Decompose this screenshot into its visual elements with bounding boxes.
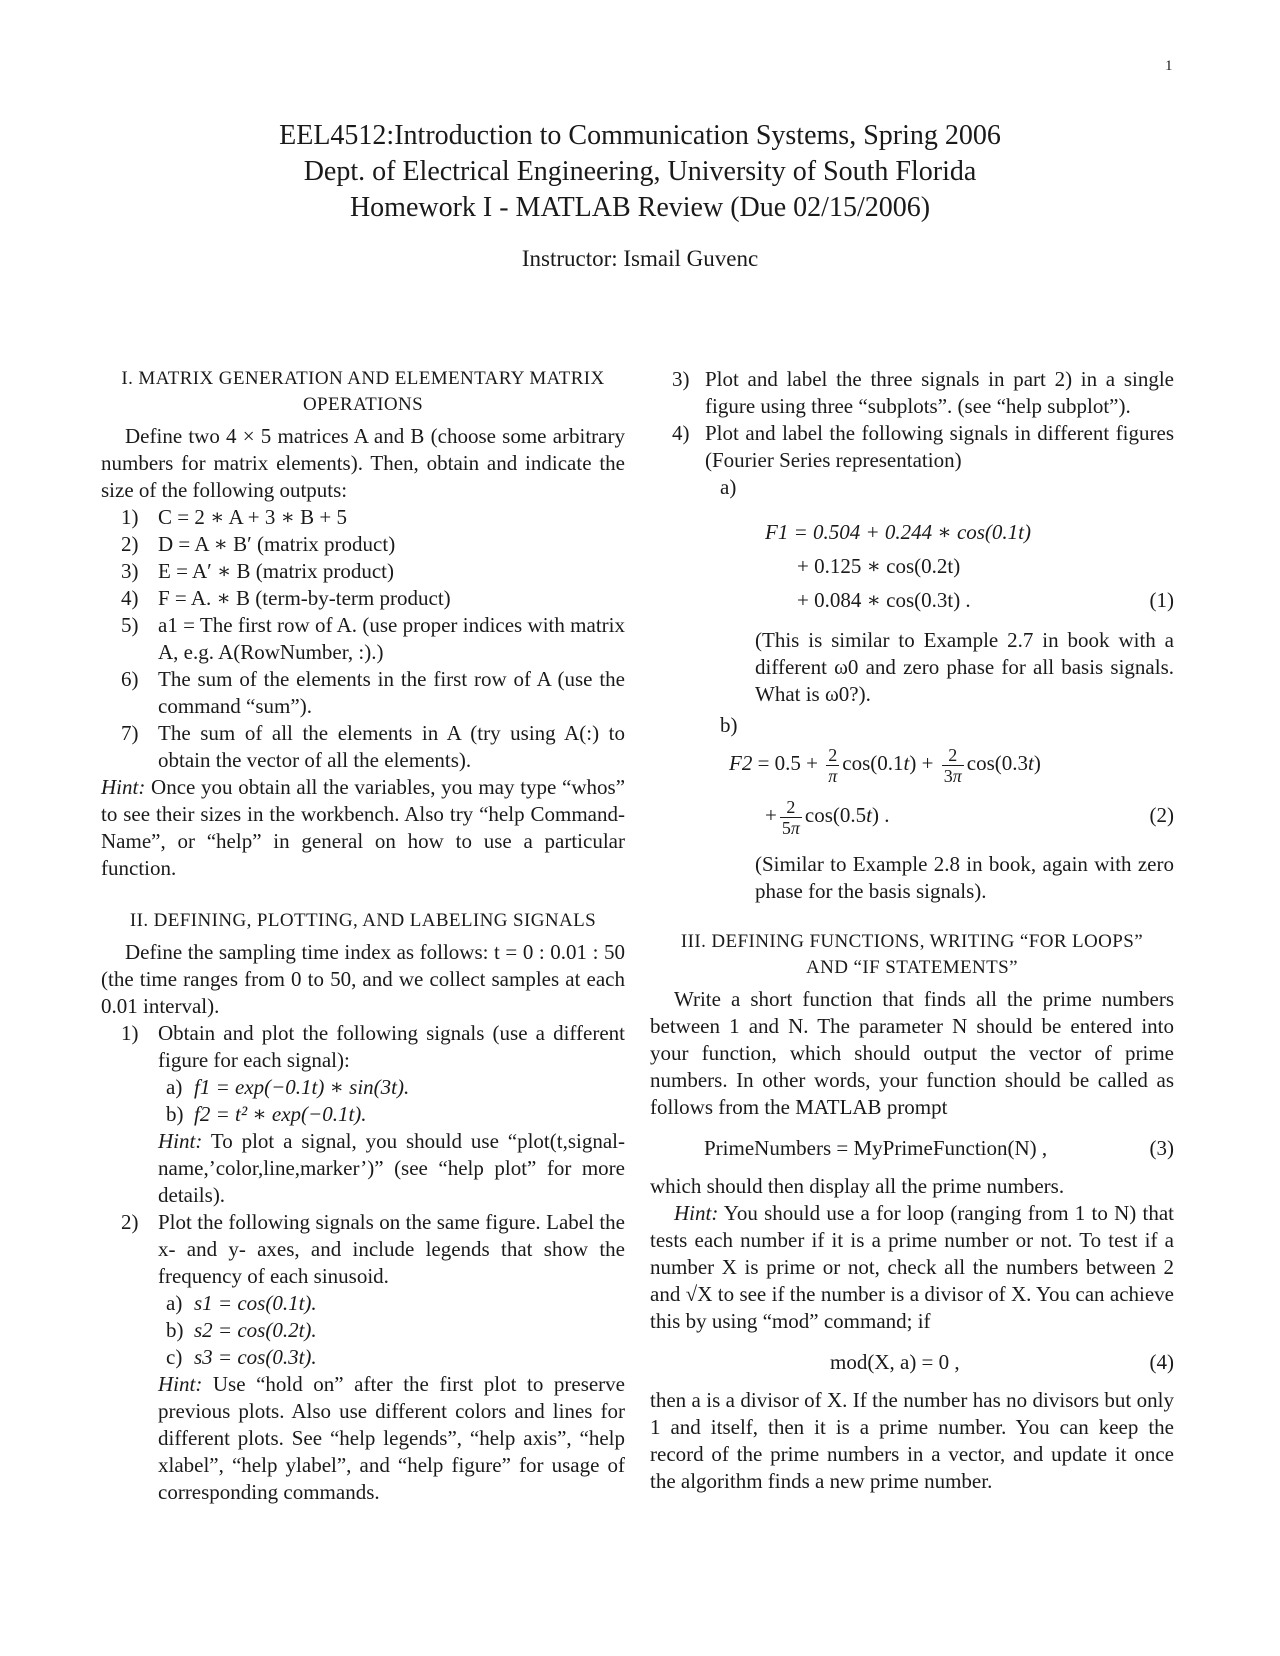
section-1-hint (101, 774, 625, 882)
section-3-heading (650, 929, 1174, 981)
sub-list (158, 1290, 625, 1371)
sub-item-letter: b) (166, 1318, 184, 1342)
sub-item (705, 474, 1174, 501)
document-header (0, 118, 1280, 272)
section-2-list (101, 1020, 625, 1506)
item-text: C = 2 ∗ A + 3 ∗ B + 5 (158, 505, 347, 529)
item-number: 4) (672, 421, 690, 445)
item-text: D = A ∗ B′ (matrix product) (158, 532, 396, 556)
item-text: F = A. ∗ B (term-by-term product) (158, 586, 451, 610)
item-text: The sum of the elements in the first row of A (use the command “sum”). (158, 667, 625, 718)
item-4a-note: (This is similar to Example 2.7 in book with a different ω0 and zero phase for all basis signals. What is ω0?). (755, 628, 1174, 706)
eq4-text: mod(X, a) = 0 , (830, 1350, 960, 1374)
sub-item (705, 712, 1174, 739)
section-3-para2: which should then display all the prime numbers. (650, 1174, 1065, 1198)
equation-1-line (765, 583, 1174, 617)
section-3-para3: then a is a divisor of X. If the number has no divisors but only 1 and itself, then it is a prime number. You can keep the record of the prime numbers in a vector, and update it once the algorithm finds a new prime number. (650, 1388, 1174, 1493)
section-1-heading-line2: OPERATIONS (302, 394, 424, 415)
item-number: 3) (672, 367, 690, 391)
item-number: 2) (121, 532, 139, 556)
item-text: Plot and label the three signals in part 2) in a single figure using three “subplots”. (see “help subplot”). (705, 367, 1174, 418)
sub-item (158, 1101, 625, 1128)
equation-2 (705, 737, 1174, 841)
hint-label: Hint: (158, 1129, 203, 1153)
item-text: Obtain and plot the following signals (use a different figure for each signal): (158, 1021, 625, 1072)
department-line: Dept. of Electrical Engineering, University of South Florida (303, 156, 977, 187)
equation-number: (3) (1149, 1136, 1174, 1160)
item-4b-note: (Similar to Example 2.8 in book, again with zero phase for the basis signals). (755, 852, 1174, 903)
list-item (101, 531, 625, 558)
hint-label: Hint: (101, 775, 146, 799)
list-item (650, 366, 1174, 420)
sub-list (158, 1074, 625, 1128)
item-number: 1) (121, 1021, 139, 1045)
hint-text: To plot a signal, you should use “plot(t,signal-name,’color,line,marker’)” (see “help plot” for more details). (158, 1129, 625, 1207)
sub-item-letter: b) (720, 713, 738, 737)
section-2-intro: Define the sampling time index as follows: t = 0 : 0.01 : 50 (the time ranges from 0 to 50, and we collect samples at each 0.01 interval). (101, 940, 625, 1018)
equation-4 (650, 1345, 1174, 1379)
page-number: 1 (1165, 58, 1173, 74)
eq1-line3: + 0.084 ∗ cos(0.3t) . (797, 588, 971, 612)
equation-2-line: F2 = 0.5 + $\frac{2}{\pi}$ cos(0.1t) + $\frac{2}{3\pi}$ cos(0.3t) (729, 744, 1041, 786)
section-1-list (101, 504, 625, 774)
sub-item (158, 1344, 625, 1371)
eq1-line1: F1 = 0.504 + 0.244 ∗ cos(0.1t) (765, 520, 1032, 544)
section-3-heading-line2: AND “IF STATEMENTS” (806, 957, 1018, 978)
fraction: $\frac{2}{\pi}$ (828, 744, 838, 786)
list-item (101, 612, 625, 666)
equation-2-line: + $\frac{2}{5\pi}$ cos(0.5t) . (2) (729, 789, 1174, 841)
sub-item-letter: a) (720, 475, 737, 499)
list-item (101, 1020, 625, 1209)
fraction: $\frac{2}{5\pi}$ (781, 796, 800, 838)
item-2-hint (158, 1371, 625, 1506)
section-3-para1: Write a short function that finds all the prime numbers between 1 and N. The parameter N should be entered into your function, which should output the vector of prime numbers. In other words, your function should be called as follows from the MATLAB prompt (650, 987, 1174, 1119)
item-text: Plot the following signals on the same figure. Label the x- and y- axes, and include legends that show the frequency of each sinusoid. (158, 1210, 625, 1288)
left-column (101, 366, 625, 1506)
eq3-text: PrimeNumbers = MyPrimeFunction(N) , (704, 1136, 1048, 1160)
item-text: E = A′ ∗ B (matrix product) (158, 559, 395, 583)
fraction: $\frac{2}{3\pi}$ (943, 744, 962, 786)
signal-f2: f2 = t² ∗ exp(−0.1t). (194, 1102, 367, 1126)
equation-1 (705, 515, 1174, 617)
signal-f1: f1 = exp(−0.1t) ∗ sin(3t). (194, 1075, 410, 1099)
list-item (101, 558, 625, 585)
section-2-heading: II. DEFINING, PLOTTING, AND LABELING SIGNALS (129, 910, 597, 931)
hint-label: Hint: (158, 1372, 203, 1396)
signal-s2: s2 = cos(0.2t). (194, 1318, 317, 1342)
equation-number: (1) (1149, 588, 1174, 612)
section-1-heading (101, 366, 625, 418)
section-3-hint (650, 1200, 1174, 1335)
equation-3 (650, 1131, 1174, 1165)
eq2-term: F2 (729, 751, 753, 775)
sub-item-letter: a) (166, 1075, 183, 1099)
section-1-intro: Define two 4 × 5 matrices A and B (choose some arbitrary numbers for matrix elements). Then, obtain and indicate the size of the following outputs: (101, 424, 625, 502)
list-item (101, 585, 625, 612)
item-number: 3) (121, 559, 139, 583)
signal-s3: s3 = cos(0.3t). (194, 1345, 317, 1369)
equation-1-line (765, 515, 1174, 549)
section-1-heading-line1: I. MATRIX GENERATION AND ELEMENTARY MATRIX (121, 368, 605, 389)
list-item (101, 720, 625, 774)
item-text: The sum of all the elements in A (try using A(:) to obtain the vector of all the elements). (158, 721, 625, 772)
item-1-hint (158, 1128, 625, 1209)
item-text: Plot and label the following signals in different figures (Fourier Series representation) (705, 421, 1174, 472)
eq1-line2: + 0.125 ∗ cos(0.2t) (797, 554, 961, 578)
equation-number: (4) (1149, 1350, 1174, 1374)
item-text: a1 = The first row of A. (use proper indices with matrix A, e.g. A(RowNumber, :).) (158, 613, 625, 664)
list-item (650, 420, 1174, 905)
sub-item-letter: b) (166, 1102, 184, 1126)
list-item (101, 504, 625, 531)
list-item (101, 1209, 625, 1506)
item-number: 1) (121, 505, 139, 529)
sub-item-letter: c) (166, 1345, 183, 1369)
item-number: 7) (121, 721, 139, 745)
sub-item-letter: a) (166, 1291, 183, 1315)
sub-item (158, 1074, 625, 1101)
hint-text: Use “hold on” after the first plot to preserve previous plots. Also use different colors and lines for different plots. See “help legends”, “help axis”, “help xlabel”, “help ylabel”, and “help figure” for usage of corresponding commands. (158, 1372, 625, 1504)
item-number: 4) (121, 586, 139, 610)
homework-title: Homework I - MATLAB Review (Due 02/15/2006) (349, 192, 931, 223)
hint-label: Hint: (674, 1201, 719, 1225)
list-item (101, 666, 625, 720)
sub-item (158, 1290, 625, 1317)
sub-item (158, 1317, 625, 1344)
course-title: EEL4512:Introduction to Communication Systems, Spring 2006 (279, 120, 1001, 151)
equation-number: (2) (1149, 803, 1174, 827)
item-number: 6) (121, 667, 139, 691)
instructor-line: Instructor: Ismail Guvenc (521, 246, 759, 271)
section-3-heading-line1: III. DEFINING FUNCTIONS, WRITING “FOR LOOPS” (680, 931, 1144, 952)
signal-s1: s1 = cos(0.1t). (194, 1291, 317, 1315)
item-number: 2) (121, 1210, 139, 1234)
right-column (650, 366, 1174, 1495)
equation-1-line (765, 549, 1174, 583)
hint-text: You should use a for loop (ranging from 1 to N) that tests each number if it is a prime number or not. To test if a number X is prime or not, check all the numbers between 2 and √X to see if the number is a divisor of X. You can achieve this by using “mod” command; if (650, 1201, 1174, 1333)
item-number: 5) (121, 613, 139, 637)
hint-text: Once you obtain all the variables, you may type “whos” to see their sizes in the workbench. Also try “help Command-Name”, or “help” in general on how to use a particular function. (101, 775, 626, 880)
